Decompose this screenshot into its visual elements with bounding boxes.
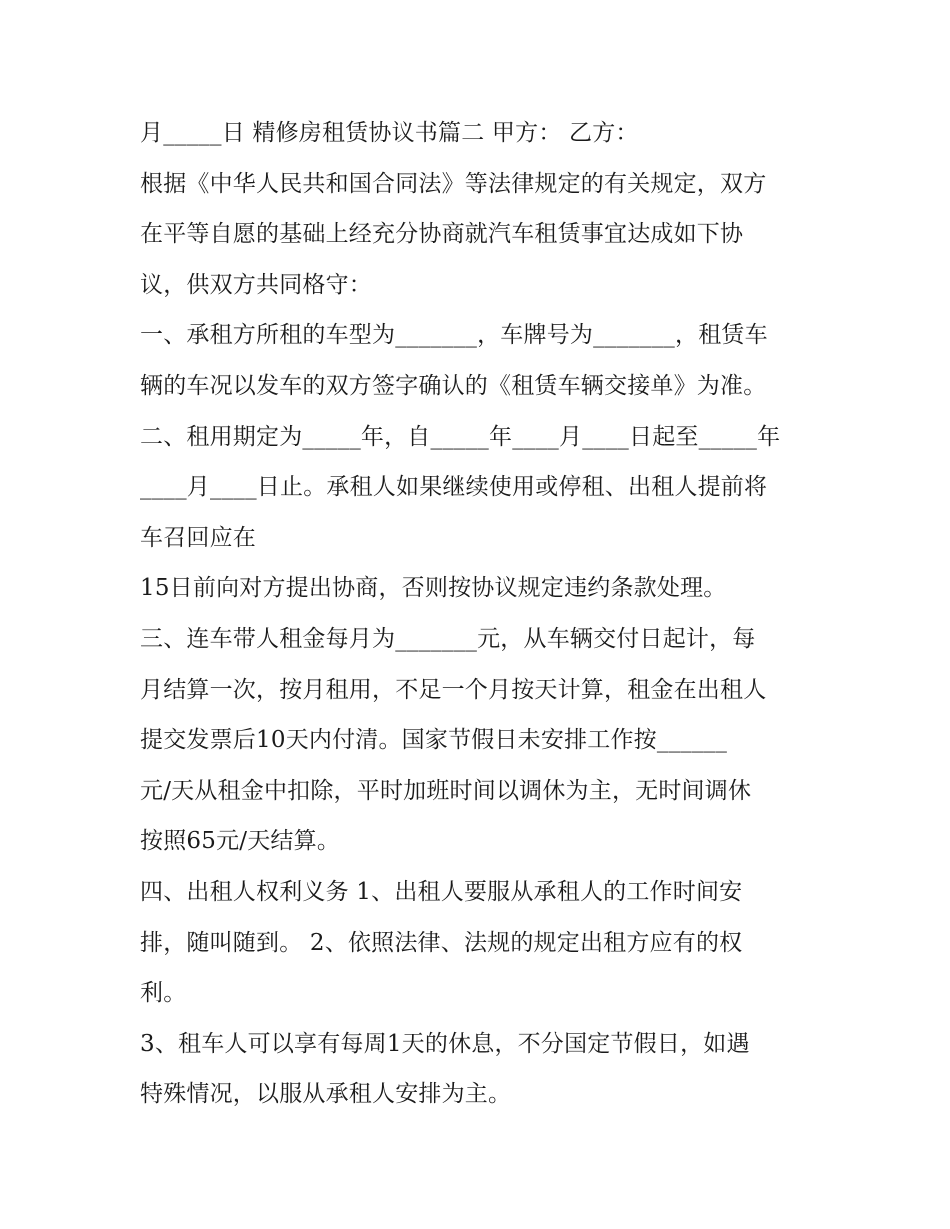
text-line: 利。 (140, 980, 187, 1007)
document-body (140, 108, 830, 1120)
text-line: 一、承租方所租的车型为_______，车牌号为_______，租赁车 (140, 322, 768, 349)
text-line: 在平等自愿的基础上经充分协商就汽车租赁事宜达成如下协 (140, 221, 744, 248)
text-line: 月结算一次，按月租用，不足一个月按天计算，租金在出租人 (140, 676, 767, 703)
text-line: ____月____日止。承租人如果继续使用或停租、出租人提前将 (140, 474, 768, 501)
text-line: 四、出租人权利义务 1、出租人要服从承租人的工作时间安 (140, 878, 743, 905)
text-line: 议，供双方共同格守： (140, 271, 372, 298)
text-line: 月_____日 精修房租赁协议书篇二 甲方： 乙方： (140, 120, 639, 146)
text-line: 辆的车况以发车的双方签字确认的《租赁车辆交接单》为准。 (140, 372, 767, 399)
text-line: 提交发票后10天内付清。国家节假日未安排工作按______ (140, 727, 728, 754)
text-line: 根据《中华人民共和国合同法》等法律规定的有关规定，双方 (140, 170, 767, 197)
text-line: 二、租用期定为_____年，自_____年____月____日起至_____年 (140, 423, 781, 450)
text-line: 元/天从租金中扣除，平时加班时间以调休为主，无时间调休 (140, 777, 752, 804)
text-line: 15日前向对方提出协商，否则按协议规定违约条款处理。 (140, 575, 727, 602)
text-line: 三、连车带人租金每月为_______元，从车辆交付日起计，每 (140, 625, 756, 652)
text-line: 3、租车人可以享有每周1天的休息，不分国定节假日，如遇 (140, 1030, 750, 1057)
text-line: 车召回应在 (140, 524, 256, 551)
text-line: 按照65元/天结算。 (140, 828, 341, 855)
text-line: 特殊情况，以服从承租人安排为主。 (140, 1081, 512, 1108)
text-line: 排，随叫随到。 2、依照法律、法规的规定出租方应有的权 (140, 929, 743, 956)
